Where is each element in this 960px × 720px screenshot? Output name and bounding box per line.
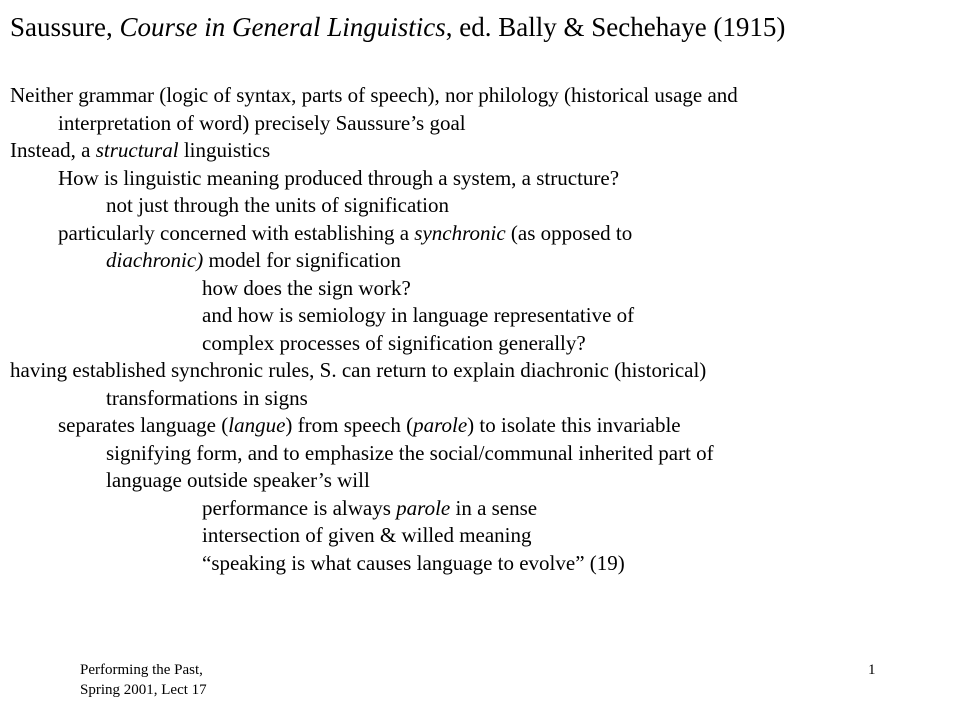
outline-line-level-2 xyxy=(10,247,955,275)
outline-line-level-1 xyxy=(10,220,955,248)
slide-body xyxy=(10,82,955,577)
line-text: complex processes of signification generally? xyxy=(202,330,586,355)
outline-line-level-3 xyxy=(10,330,955,358)
outline-line-level-1 xyxy=(10,412,955,440)
slide-title xyxy=(10,10,785,44)
italic-term: diachronic) xyxy=(106,248,204,272)
line-text: model for signification xyxy=(203,248,401,272)
outline-line-level-3 xyxy=(10,522,955,550)
line-text: intersection of given & willed meaning xyxy=(202,523,532,547)
outline-line-level-2 xyxy=(10,467,955,495)
italic-term: parole xyxy=(396,495,451,520)
italic-term: parole xyxy=(413,413,468,437)
outline-line-level-3 xyxy=(10,550,955,578)
outline-line-level-2 xyxy=(10,192,955,220)
line-text: in a sense xyxy=(450,495,538,520)
line-text: “speaking is what causes language to evolve” (19) xyxy=(202,550,625,575)
line-text: particularly concerned with establishing a xyxy=(58,220,415,245)
line-text: ) from speech ( xyxy=(285,413,414,437)
line-text: linguistics xyxy=(178,138,271,162)
outline-line-level-3 xyxy=(10,495,955,523)
outline-line-level-0 xyxy=(10,137,955,165)
outline-line-level-1 xyxy=(10,165,955,193)
line-text: performance is always xyxy=(202,495,397,520)
line-text: Neither grammar (logic of syntax, parts of speech), nor philology (historical usage and xyxy=(10,83,738,107)
line-text: interpretation of word) precisely Saussure’s goal xyxy=(58,110,466,135)
page-number: 1 xyxy=(868,662,876,678)
slide-footer xyxy=(80,660,207,700)
line-text: Instead, a xyxy=(10,138,96,162)
line-text: transformations in signs xyxy=(106,385,308,410)
title-book: Course in General Linguistics xyxy=(119,12,446,42)
line-text: language outside speaker’s will xyxy=(106,468,370,492)
outline-line-level-3 xyxy=(10,302,955,330)
footer-term: Spring 2001, Lect 17 xyxy=(80,682,207,698)
line-text: ) to isolate this invariable xyxy=(467,413,681,437)
title-author: Saussure, xyxy=(10,12,120,42)
line-text: and how is semiology in language representative of xyxy=(202,303,635,327)
italic-term: structural xyxy=(95,138,179,162)
line-text: How is linguistic meaning produced through a system, a structure? xyxy=(58,165,620,190)
outline-line-level-1 xyxy=(10,110,955,138)
title-edition: , ed. Bally & Sechehaye (1915) xyxy=(445,12,786,42)
line-text: signifying form, and to emphasize the social/communal inherited part of xyxy=(106,440,714,465)
outline-line-level-2 xyxy=(10,385,955,413)
outline-line-level-0 xyxy=(10,357,955,385)
line-text: not just through the units of signification xyxy=(106,193,449,217)
line-text: (as opposed to xyxy=(505,220,633,245)
line-text: separates language ( xyxy=(58,413,229,437)
footer-course: Performing the Past, xyxy=(80,662,203,678)
italic-term: langue xyxy=(228,413,286,437)
outline-line-level-0 xyxy=(10,82,955,110)
line-text: having established synchronic rules, S. can return to explain diachronic (historical) xyxy=(10,358,707,382)
italic-term: synchronic xyxy=(414,220,506,245)
outline-line-level-3 xyxy=(10,275,955,303)
line-text: how does the sign work? xyxy=(202,275,411,300)
outline-line-level-2 xyxy=(10,440,955,468)
